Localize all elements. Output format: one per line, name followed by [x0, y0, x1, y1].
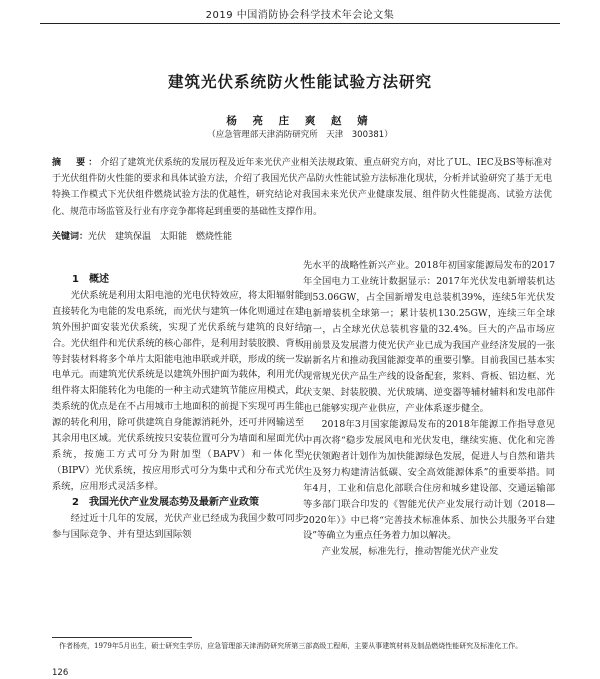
abstract-label: 摘 要：: [52, 158, 101, 168]
paper-title: 建筑光伏系统防火性能试验方法研究: [167, 73, 432, 91]
keywords: [52, 230, 552, 244]
header-rule: [40, 23, 560, 24]
keywords-text: 光伏 建筑保温 太阳能 燃烧性能: [88, 232, 233, 242]
section-1-heading: 1 概述: [72, 274, 109, 285]
keywords-label: 关键词：: [52, 232, 89, 242]
section-2-heading: 2 我国光伏产业发展态势及最新产业政策: [72, 496, 259, 508]
left-column: [52, 258, 304, 542]
footnote: 作者杨亮，1979年5月出生，硕士研究生学历，应急管理部天津消防研究所第三部高级工程师，主要从事建筑材料及制品燃烧性能研究及标准化工作。: [59, 642, 523, 650]
footnote-rule: [52, 637, 192, 638]
continued-paragraph: 先水平的战略性新兴产业。2018年初国家能源局发布的2017年全国电力工业统计数据显示：2017年光伏发电新增装机达到53.06GW，占全国新增发电总装机39%，连续5年光伏发电新增装机全球第一；累计装机130.25GW，连续三年全球第一，占全球光伏总装机容量的32.4%。巨大的产品市场应用前景及发展潜力使光伏产业已成为我国产业经济发展的一张崭新名片和推动我国能源变革的重要引擎。目前我国已基本实现常规光伏产品生产线的设备配套，浆料、背板、铝边框、光伏支架、封装胶膜、光伏玻璃、逆变器等辅材辅料和发电部件也已能够实现产业供应，产业体系逐步健全。: [303, 260, 555, 415]
authors: 杨 亮 庄 爽 赵 婧: [226, 115, 374, 127]
standards-paragraph: 产业发展，标准先行，推动智能光伏产业发: [321, 546, 499, 558]
right-column: [303, 258, 555, 560]
section-1-paragraph: 光伏系统是利用太阳电池的光电伏特效应，将太阳辐射能直接转化为电能的发电系统，而光伏与建筑一体化则通过在建筑外围护面安装光伏系统，实现了光伏系统与建筑的良好结合。光伏组件和光伏系统的核心部件，是利用封装胶膜、背板等封装材料将多个单片太阳能电池串联或并联，形成的统一发电单元。而建筑光伏系统是以建筑外围护面为载体，利用光伏组件将太阳能转化为电能的一种主动式建筑节能应用模式，此类系统的优点是在不占用城市土地面积的前提下实现可再生能源的转化利用，除可供建筑自身能源消耗外，还可并网输送至其余用电区域。光伏系统按只安装位置可分为墙面和屋面光伏系统，按施工方式可分为附加型（BAPV）和一体化型（BIPV）光伏系统，按应用形式可分为集中式和分布式光伏系统，应用形式灵活多样。: [52, 289, 304, 492]
abstract-text: 介绍了建筑光伏系统的发展历程及近年来光伏产业相关法规政策、重点研究方向，对比了UL、IEC及BS等标准对于光伏组件防火性能的要求和具体试验方法，介绍了我国光伏产品防火性能试验方法标准化现状，分析并试验研究了基于无电特换工作模式下光伏组件燃烧试验方法的优越性，研究结论对我国未来光伏产业健康发展、组件防火性能提高、试验方法优化、规范市场监管及行业有序竞争都将起到重要的基础性支撑作用。: [52, 158, 552, 217]
section-2-paragraph: 经过近十几年的发展，光伏产业已经成为我国少数可同步参与国际竞争、并有望达到国际领: [52, 512, 304, 540]
page-number: 126: [52, 668, 69, 678]
abstract: [52, 155, 552, 220]
running-head: 2019 中国消防协会科学技术年会论文集: [205, 10, 395, 21]
policy-paragraph: 2018年3月国家能源局发布的2018年能源工作指导意见中再次将“稳步发展风电和光伏发电，继续实施、优化和完善光伏领跑者计划作为加快能源绿色发展，促进人与自然和谐共生及努力构建清洁低碳、安全高效能源体系”的重要举措。同年4月，工业和信息化部联合住房和城乡建设部、交通运输部等多部门联合印发的《智能光伏产业发展行动计划（2018—2020年）》中已将“完善技术标准体系、加快公共服务平台建设”等确立为重点任务着力加以解决。: [303, 419, 555, 542]
affiliation: （应急管理部天津消防研究所 天津 300381）: [207, 130, 393, 140]
